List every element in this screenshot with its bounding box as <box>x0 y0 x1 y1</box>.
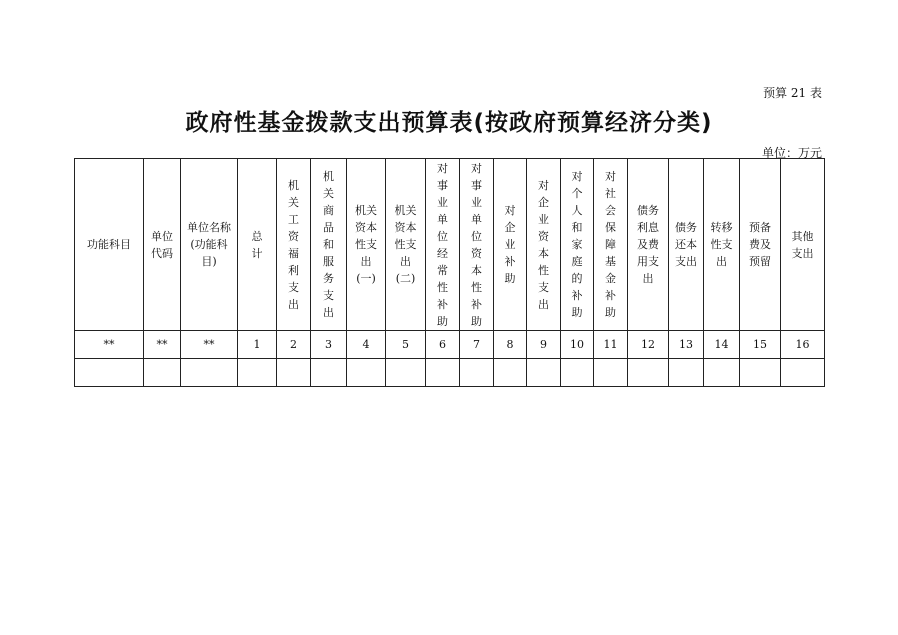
table-cell <box>527 359 561 387</box>
column-number: 7 <box>460 331 494 359</box>
table-cell <box>704 359 740 387</box>
column-header: 对企业资本性支出 <box>527 159 561 331</box>
table-cell <box>669 359 704 387</box>
column-number: 15 <box>740 331 781 359</box>
column-number: 10 <box>561 331 594 359</box>
budget-table <box>74 158 825 387</box>
column-number: 1 <box>238 331 277 359</box>
column-number: 3 <box>311 331 347 359</box>
column-header: 预备费及预留 <box>740 159 781 331</box>
column-number: 16 <box>781 331 825 359</box>
column-header: 机关资本性支出(二) <box>386 159 426 331</box>
column-header: 单位名称(功能科目) <box>181 159 238 331</box>
data-row <box>75 359 825 387</box>
column-number: ** <box>181 331 238 359</box>
column-header: 对事业单位经常性补助 <box>426 159 460 331</box>
table-cell <box>75 359 144 387</box>
table-cell <box>494 359 527 387</box>
column-number: 12 <box>628 331 669 359</box>
column-header: 机关商品和服务支出 <box>311 159 347 331</box>
column-header: 机关资本性支出(一) <box>347 159 386 331</box>
column-number: 4 <box>347 331 386 359</box>
column-number: 13 <box>669 331 704 359</box>
table-cell <box>460 359 494 387</box>
table-cell <box>238 359 277 387</box>
column-header: 债务还本支出 <box>669 159 704 331</box>
column-header: 债务利息及费用支出 <box>628 159 669 331</box>
form-number: 预算 21 表 <box>763 86 822 100</box>
unit-label: 单位：万元 <box>761 146 822 160</box>
column-number: 14 <box>704 331 740 359</box>
column-header: 机关工资福利支出 <box>277 159 311 331</box>
column-number: 8 <box>494 331 527 359</box>
column-header: 单位代码 <box>144 159 181 331</box>
table-cell <box>628 359 669 387</box>
column-number-row <box>75 331 825 359</box>
table-cell <box>144 359 181 387</box>
column-number: ** <box>75 331 144 359</box>
column-header: 对事业单位资本性补助 <box>460 159 494 331</box>
column-header: 功能科目 <box>75 159 144 331</box>
column-header: 总计 <box>238 159 277 331</box>
table-cell <box>426 359 460 387</box>
table-cell <box>277 359 311 387</box>
column-header: 其他支出 <box>781 159 825 331</box>
table-cell <box>181 359 238 387</box>
table-cell <box>386 359 426 387</box>
table-cell <box>561 359 594 387</box>
column-number: 5 <box>386 331 426 359</box>
column-number: 2 <box>277 331 311 359</box>
header-row <box>75 159 825 331</box>
table-cell <box>594 359 628 387</box>
column-number: 11 <box>594 331 628 359</box>
table-cell <box>311 359 347 387</box>
page-title: 政府性基金拨款支出预算表(按政府预算经济分类) <box>185 110 713 136</box>
column-header: 对个人和家庭的补助 <box>561 159 594 331</box>
column-number: 9 <box>527 331 561 359</box>
column-number: ** <box>144 331 181 359</box>
column-header: 对企业补助 <box>494 159 527 331</box>
column-header: 对社会保障基金补助 <box>594 159 628 331</box>
table-cell <box>781 359 825 387</box>
column-header: 转移性支出 <box>704 159 740 331</box>
column-number: 6 <box>426 331 460 359</box>
table-cell <box>740 359 781 387</box>
table-cell <box>347 359 386 387</box>
